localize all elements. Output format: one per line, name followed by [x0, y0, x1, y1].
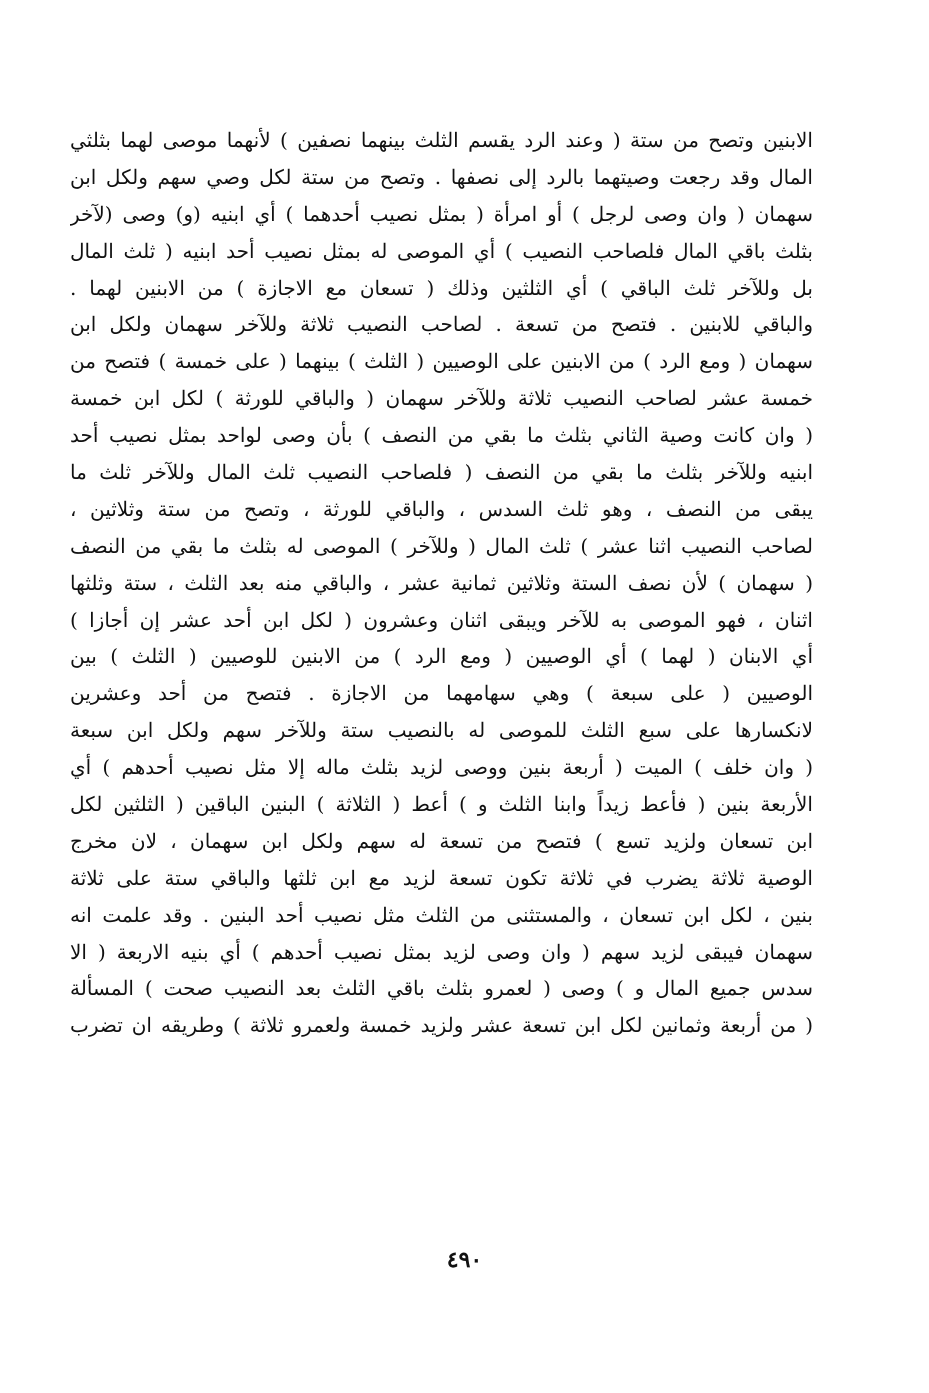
- text-line: لصاحب النصيب اثنا عشر ) ثلث المال ( وللآخر ) الموصى له بثلث ما بقي من النصف: [70, 533, 813, 558]
- text-line: لانكسارها على سبع الثلث للموصى له بالنصيب ستة وللآخر سهم ولكل ابن سبعة: [70, 718, 813, 743]
- body-text: [70, 122, 813, 1044]
- text-line: يبقى من النصف ، وهو ثلث السدس ، والباقي للورثة ، وتصح من ستة وثلاثين ،: [70, 496, 813, 521]
- text-line: ابن تسعان ولزيد تسع ) فتصح من تسعة له سهم ولكل ابن سهمان ، لان مخرج: [70, 828, 813, 853]
- text-line: ابنيه وللآخر بثلث ما بقي من النصف ( فلصاحب النصيب ثلث المال وللآخر ثلث ما: [70, 460, 813, 485]
- text-line: الابنين وتصح من ستة ( وعند الرد يقسم الثلث بينهما نصفين ) لأنهما موصى لهما بثلثي: [70, 128, 813, 152]
- text-line: ( وان خلف ) الميت ( أربعة بنين ووصى لزيد بثلث ماله إلا مثل نصيب أحدهم ) أي: [70, 755, 813, 780]
- text-line: سدس جميع المال و ) وصى ( لعمرو بثلث باقي الثلث بعد النصيب صحت ) المسألة: [70, 976, 813, 1001]
- text-line: اثنان ، فهو الموصى به للآخر ويبقى اثنان وعشرون ( لكل ابن أحد عشر إن أجازا ): [70, 607, 813, 632]
- text-line: ( من أربعة وثمانين لكل ابن تسعة عشر ولزيد خمسة ولعمرو ثلاثة ) وطريقه ان تضرب: [70, 1013, 813, 1038]
- text-line: سهمان فيبقى لزيد سهم ( وان وصى لزيد بمثل نصيب أحدهم ) أي بنيه الاربعة ( الا: [70, 939, 813, 964]
- text-line: بنين ، لكل ابن تسعان ، والمستثنى من الثلث مثل نصيب أحد البنين . وقد علمت انه: [70, 902, 813, 927]
- text-line: والباقي للابنين . فتصح من تسعة . لصاحب النصيب ثلاثة وللآخر سهمان ولكل ابن: [70, 312, 813, 337]
- text-line: الأربعة بنين ( فأعط زيداً وابنا الثلث و ) أعط ( الثلاثة ) البنين الباقين ( الثلثين لكل: [70, 792, 813, 817]
- text-line: ( سهمان ) لأن نصف الستة وثلاثين ثمانية عشر ، والباقي منه بعد الثلث ، ستة وثلثها: [70, 570, 813, 595]
- page-number: ٤٩٠: [446, 1247, 483, 1273]
- text-line: ( وان كانت وصية الثاني بثلث ما بقي من النصف ) بأن وصى لواحد بمثل نصيب أحد: [70, 423, 813, 448]
- text-line: أي الابنان ( لهما ) أي الوصيين ( ومع الرد ) من الابنين للوصيين ( الثلث ) بين: [70, 644, 813, 669]
- text-line: سهمان ( ومع الرد ) من الابنين على الوصيين ( الثلث ) بينهما ( على خمسة ) فتصح من: [70, 349, 813, 374]
- text-line: المال وقد رجعت وصيتهما بالرد إلى نصفها . وتصح من ستة لكل وصي سهم ولكل ابن: [70, 164, 813, 189]
- text-line: سهمان ( وان وصى لرجل ) أو امرأة ( بمثل نصيب أحدهما ) أي ابنيه (و) وصى (لآخر: [70, 201, 813, 226]
- text-line: بل وللآخر ثلث الباقي ) أي الثلثين وذلك ( تسعان مع الاجازة ) من الابنين لهما .: [70, 275, 813, 300]
- text-line: الوصية ثلاثة يضرب في ثلاثة تكون تسعة لزيد مع ابن ثلثها والباقي ستة على ثلاثة: [70, 865, 813, 890]
- text-line: بثلث باقي المال فلصاحب النصيب ) أي الموصى له بمثل نصيب أحد ابنيه ( ثلث المال: [70, 238, 813, 263]
- text-line: خمسة عشر لصاحب النصيب ثلاثة وللآخر سهمان ( والباقي للورثة ) لكل ابن خمسة: [70, 386, 813, 411]
- text-line: الوصيين ( على سبعة ) وهي سهامهما من الاجازة . فتصح من أحد وعشرين: [70, 681, 813, 706]
